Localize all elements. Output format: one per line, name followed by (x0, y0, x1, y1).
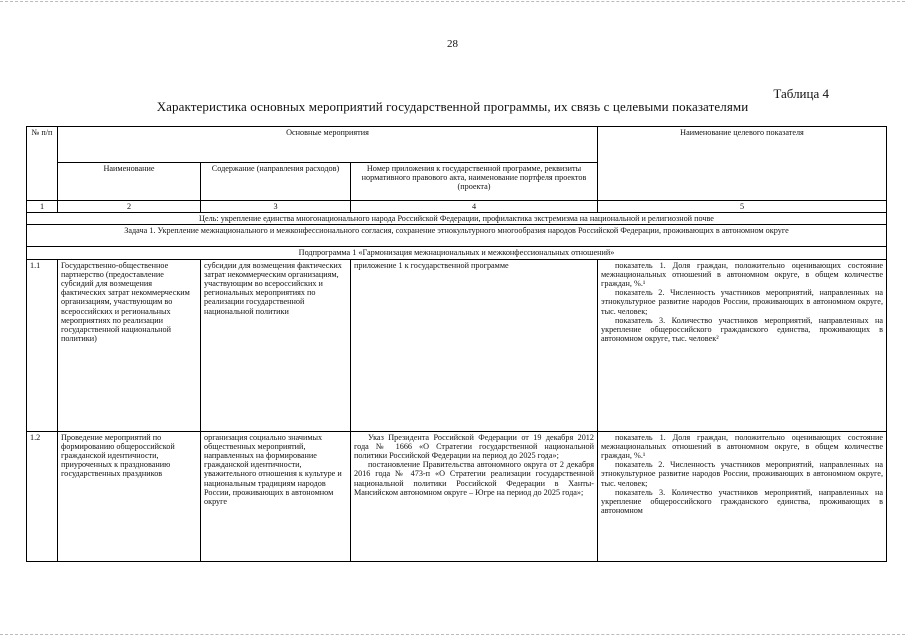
goal-text: Цель: укрепление единства многонационального народа Российской Федерации, профилактика экстремизма на национальной и религиозной почве (27, 213, 887, 225)
col-number: 5 (598, 201, 887, 213)
task-row (27, 225, 887, 247)
col-number: 2 (58, 201, 201, 213)
header-num: № п/п (27, 127, 58, 201)
event-indicators (598, 259, 887, 431)
appendix-paragraph: постановление Правительства автономного округа от 2 декабря 2016 года № 473-п «О Стратегии реализации государственной национальной политики Российской Федерации в Ханты-Мансийском автономном округе – Югре на период до 2025 года»; (354, 460, 594, 497)
indicator-paragraph: показатель 2. Численность участников мероприятий, направленных на этнокультурное развитие народов России, проживающих в автономном округе, тыс. человек; (601, 460, 883, 488)
event-name: Государственно-общественное партнерство (предоставление субсидий для возмещения фактических затрат некоммерческим организациям, участвующим во всероссийских и региональных мероприятиях по реализации государственной национальной политики) (58, 259, 201, 431)
header-row-1 (27, 127, 887, 163)
col-number: 3 (201, 201, 351, 213)
scan-edge-top (0, 1, 905, 2)
row-number: 1.1 (27, 259, 58, 431)
col-number: 1 (27, 201, 58, 213)
goal-row (27, 213, 887, 225)
subprogram-text: Подпрограмма 1 «Гармонизация межнациональных и межконфессиональных отношений» (27, 247, 887, 259)
scan-edge-bottom (0, 634, 905, 635)
header-main-events: Основные мероприятия (58, 127, 598, 163)
events-table (26, 126, 887, 562)
indicator-paragraph: показатель 2. Численность участников мероприятий, направленных на этнокультурное развитие народов России, проживающих в автономном округе, тыс. человек; (601, 288, 883, 316)
appendix-paragraph: Указ Президента Российской Федерации от 19 декабря 2012 года № 1666 «О Стратегии государственной национальной политики Российской Федерации на период до 2025 года»; (354, 432, 594, 461)
row-number: 1.2 (27, 431, 58, 561)
table-row (27, 431, 887, 561)
header-appendix: Номер приложения к государственной программе, реквизиты нормативного правового акта, наименование портфеля проектов (проекта) (351, 163, 598, 201)
event-content: организация социально значимых общественных мероприятий, направленных на формирование гражданской идентичности, уважительного отношения к культуре и национальным традициям народов России, проживающих в автономном округе (201, 431, 351, 561)
table-row (27, 259, 887, 431)
event-name: Проведение мероприятий по формированию общероссийской гражданской идентичности, приуроченных к празднованию государственных праздников (58, 431, 201, 561)
header-content: Содержание (направления расходов) (201, 163, 351, 201)
indicator-paragraph: показатель 1. Доля граждан, положительно оценивающих состояние межнациональных отношений в автономном округе, в общем количестве граждан, %.¹ (601, 260, 883, 289)
table-label: Таблица 4 (773, 86, 829, 101)
indicator-paragraph: показатель 3. Количество участников мероприятий, направленных на укрепление общероссийского гражданского единства, проживающих в автономном (601, 487, 883, 516)
indicator-paragraph: показатель 3. Количество участников мероприятий, направленных на укрепление общероссийского гражданского единства, проживающих в автономном округе, тыс. человек² (601, 315, 883, 344)
event-indicators (598, 431, 887, 561)
page-number: 28 (447, 38, 458, 50)
header-name: Наименование (58, 163, 201, 201)
col-number: 4 (351, 201, 598, 213)
appendix-paragraph: приложение 1 к государственной программе (354, 260, 509, 270)
subprogram-row (27, 247, 887, 259)
event-appendix (351, 431, 598, 561)
event-content: субсидии для возмещения фактических затрат некоммерческим организациям, участвующим во всероссийских и региональных мероприятиях по реализации государственной национальной политики (201, 259, 351, 431)
event-appendix (351, 259, 598, 431)
header-indicator-name: Наименование целевого показателя (598, 127, 887, 201)
document-title: Характеристика основных мероприятий государственной программы, их связь с целевыми показателями (156, 99, 749, 114)
column-numbers-row (27, 201, 887, 213)
indicator-paragraph: показатель 1. Доля граждан, положительно оценивающих состояние межнациональных отношений в автономном округе, в общем количестве граждан, %.¹ (601, 432, 883, 461)
task-text: Задача 1. Укрепление межнационального и межконфессионального согласия, сохранение этнокультурного многообразия народов Российской Федерации, проживающих в автономном округе (27, 225, 887, 247)
